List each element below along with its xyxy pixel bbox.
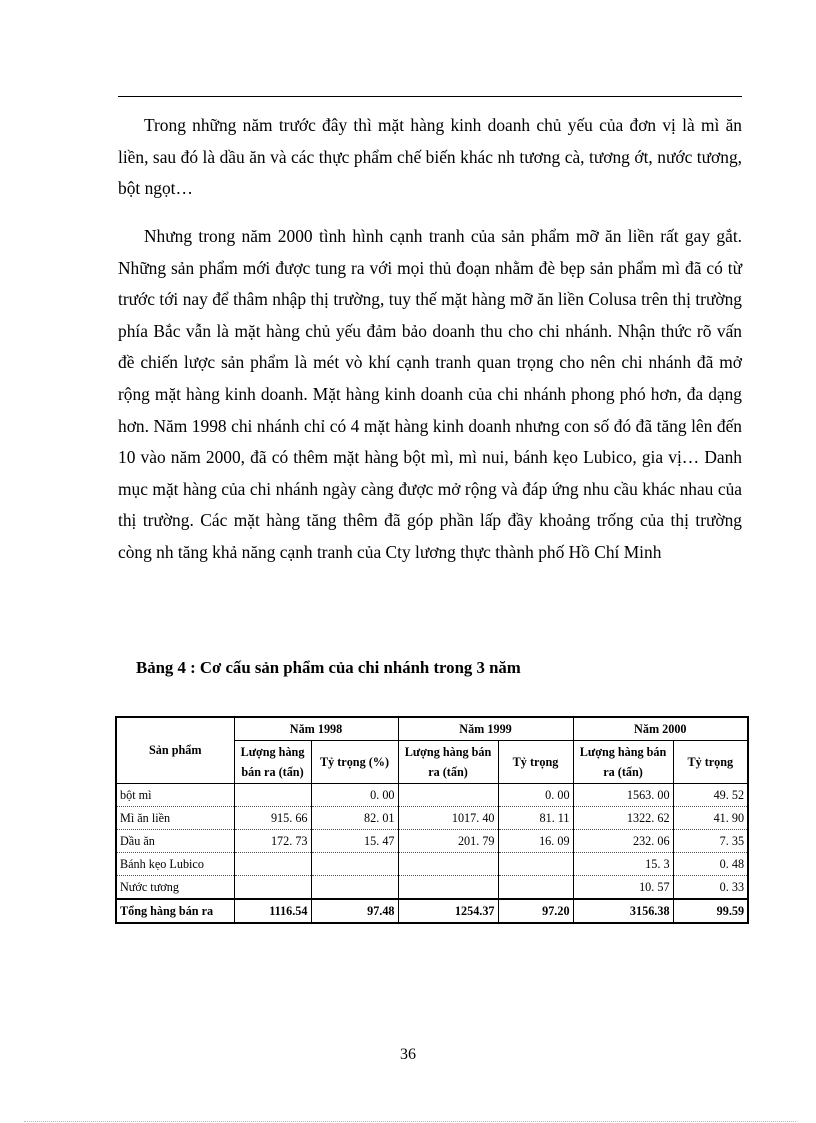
cell-product: Mì ăn liền bbox=[116, 807, 234, 830]
cell-share-2000: 41. 90 bbox=[673, 807, 748, 830]
table-row bbox=[116, 807, 748, 830]
cell-product: bột mì bbox=[116, 784, 234, 807]
header-year-1999: Năm 1999 bbox=[398, 717, 573, 741]
header-1998-volume: Lượng hàng bán ra (tấn) bbox=[234, 741, 311, 784]
cell-share-2000: 49. 52 bbox=[673, 784, 748, 807]
cell-volume-1999 bbox=[398, 876, 498, 900]
page-number: 36 bbox=[400, 1046, 416, 1063]
cell-volume-2000: 1322. 62 bbox=[573, 807, 673, 830]
header-product: Sản phẩm bbox=[116, 717, 234, 784]
cell-share-2000: 0. 48 bbox=[673, 853, 748, 876]
cell-share-2000: 7. 35 bbox=[673, 830, 748, 853]
cell-volume-1999 bbox=[398, 784, 498, 807]
cell-share-1999: 81. 11 bbox=[498, 807, 573, 830]
cell-volume-1998: 172. 73 bbox=[234, 830, 311, 853]
cell-share-1999: 16. 09 bbox=[498, 830, 573, 853]
cell-volume-1998: 915. 66 bbox=[234, 807, 311, 830]
header-year-1998: Năm 1998 bbox=[234, 717, 398, 741]
cell-volume-1998 bbox=[234, 876, 311, 900]
header-1999-share: Tỷ trọng bbox=[498, 741, 573, 784]
cell-share-1998 bbox=[311, 876, 398, 900]
cell-volume-1999 bbox=[398, 853, 498, 876]
header-1999-volume: Lượng hàng bán ra (tấn) bbox=[398, 741, 498, 784]
cell-total-share-1999: 97.20 bbox=[498, 899, 573, 923]
cell-total-volume-1998: 1116.54 bbox=[234, 899, 311, 923]
cell-volume-2000: 1563. 00 bbox=[573, 784, 673, 807]
header-year-2000: Năm 2000 bbox=[573, 717, 748, 741]
table-row bbox=[116, 830, 748, 853]
table-row bbox=[116, 784, 748, 807]
cell-volume-1999: 201. 79 bbox=[398, 830, 498, 853]
cell-volume-2000: 232. 06 bbox=[573, 830, 673, 853]
cell-total-share-2000: 99.59 bbox=[673, 899, 748, 923]
cell-total-share-1998: 97.48 bbox=[311, 899, 398, 923]
cell-volume-1999: 1017. 40 bbox=[398, 807, 498, 830]
cell-volume-2000: 10. 57 bbox=[573, 876, 673, 900]
header-1998-share: Tỷ trọng (%) bbox=[311, 741, 398, 784]
cell-share-1999 bbox=[498, 853, 573, 876]
product-structure-table bbox=[115, 716, 749, 924]
cell-share-1999 bbox=[498, 876, 573, 900]
table-row bbox=[116, 853, 748, 876]
header-2000-volume: Lượng hàng bán ra (tấn) bbox=[573, 741, 673, 784]
cell-share-1998 bbox=[311, 853, 398, 876]
cell-product: Bánh kẹo Lubico bbox=[116, 853, 234, 876]
header-2000-share: Tỷ trọng bbox=[673, 741, 748, 784]
paragraph-2: Nhưng trong năm 2000 tình hình cạnh tranh của sản phẩm mỡ ăn liền rất gay gắt. Những sản phẩm mới được tung ra với mọi thủ đoạn nhằm đè bẹp sản phẩm mì đã có từ trước tới nay để thâm nhập thị trường, tuy thế mặt hàng mỡ ăn liền Colusa trên thị trường phía Bắc vẫn là mặt hàng chủ yếu đảm bảo doanh thu cho chi nhánh. Nhận thức rõ vấn đề chiến lược sản phẩm là mét vò khí cạnh tranh quan trọng cho nên chi nhánh đã mở rộng mặt hàng kinh doanh. Mặt hàng kinh doanh của chi nhánh phong phó hơn, đa dạng hơn. Năm 1998 chi nhánh chỉ có 4 mặt hàng kinh doanh nhưng con số đó đã tăng lên đến 10 vào năm 2000, đã có thêm mặt hàng bột mì, mì nui, bánh kẹo Lubico, gia vị… Danh mục mặt hàng của chi nhánh ngày càng được mở rộng và đáp ứng nhu cầu khác nhau của thị trường. Các mặt hàng tăng thêm đã góp phần lấp đầy khoảng trống của thị trường còng nh tăng khả năng cạnh tranh của Cty lương thực thành phố Hồ Chí Minh bbox=[118, 226, 742, 562]
cell-product: Nước tương bbox=[116, 876, 234, 900]
cell-total-volume-1999: 1254.37 bbox=[398, 899, 498, 923]
cell-share-2000: 0. 33 bbox=[673, 876, 748, 900]
cell-total-label: Tổng hàng bán ra bbox=[116, 899, 234, 923]
table-total-row bbox=[116, 899, 748, 923]
paragraph-1: Trong những năm trước đây thì mặt hàng kinh doanh chủ yếu của đơn vị là mì ăn liền, sau đó là dầu ăn và các thực phẩm chế biến khác nh tương cà, tương ớt, nước tương, bột ngọt… bbox=[118, 115, 742, 199]
cell-volume-2000: 15. 3 bbox=[573, 853, 673, 876]
footer-rule bbox=[24, 1121, 796, 1122]
cell-share-1998: 0. 00 bbox=[311, 784, 398, 807]
table-row bbox=[116, 876, 748, 900]
cell-share-1999: 0. 00 bbox=[498, 784, 573, 807]
cell-volume-1998 bbox=[234, 784, 311, 807]
cell-product: Dầu ăn bbox=[116, 830, 234, 853]
header-rule bbox=[118, 96, 742, 97]
cell-volume-1998 bbox=[234, 853, 311, 876]
cell-total-volume-2000: 3156.38 bbox=[573, 899, 673, 923]
table-caption: Bảng 4 : Cơ cấu sản phẩm của chi nhánh trong 3 năm bbox=[136, 658, 521, 677]
cell-share-1998: 15. 47 bbox=[311, 830, 398, 853]
cell-share-1998: 82. 01 bbox=[311, 807, 398, 830]
